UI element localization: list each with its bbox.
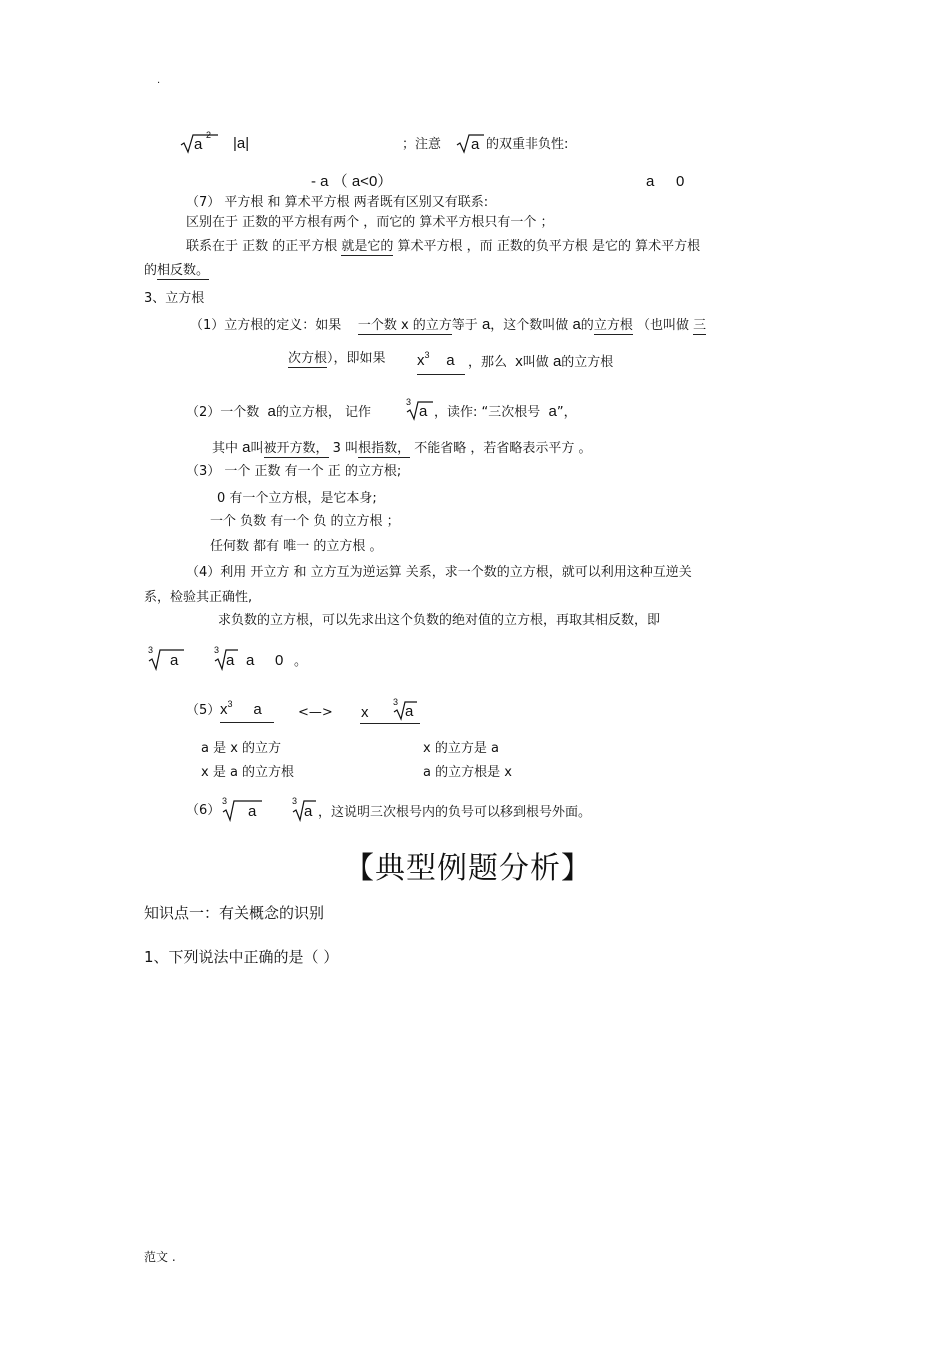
sqrt-a: a — [456, 133, 486, 155]
section-3-title: 3、立方根 — [144, 291, 205, 306]
cube5-row2-left: x 是 a 的立方根 — [201, 765, 295, 780]
cube-prop-any: 任何数 都有 唯一 的立方根 。 — [210, 539, 383, 554]
cube-prop-negative: 一个 负数 有一个 负 的立方根 ； — [210, 514, 400, 529]
cube-root-a-3: 3 a — [391, 698, 419, 722]
knowledge-point-1: 知识点一：有关概念的识别 — [144, 904, 325, 922]
cube-root-a-4: 3 a — [290, 797, 318, 823]
p7-diff: 区别在于 正数的平方根有两个 ，而它的 算术平方根只有一个 ； — [186, 215, 554, 230]
cube-notation-line2: 其中 a叫被开方数， 3 叫根指数， 不能省略 ，若省略表示平方 。 — [212, 439, 592, 456]
cube-notation-read: ，读作: “三次根号 a”， — [434, 403, 577, 420]
cube5-row2-right: a 的立方根是 x — [423, 765, 512, 780]
p7-link-2: 的相反数。 — [144, 263, 210, 278]
a-var: a — [246, 652, 255, 669]
cube6-label: （6） — [186, 803, 221, 818]
neg-a-case: - a （ a<0） — [311, 173, 393, 190]
footer-text: 范文 . — [144, 1250, 176, 1264]
header-dot: . — [157, 75, 161, 86]
section-title: 【典型例题分析】 — [344, 851, 592, 886]
cube-def-line2: 次方根），即如果 — [288, 351, 386, 366]
p7-link: 联系在于 正数 的正平方根 就是它的 算术平方根 ，而 正数的负平方根 是它的 算术平方根 — [186, 239, 701, 254]
question-1: 1、下列说法中正确的是（ ） — [144, 948, 339, 966]
cube-root-neg-a-2: 3 a — [220, 797, 264, 823]
cube-inverse-line3: 求负数的立方根，可以先求出这个负数的绝对值的立方根，再取其相反数，即 — [218, 613, 661, 628]
cube-def-line2-tail: ，那么 x叫做 a的立方根 — [468, 353, 614, 370]
note-label: ；注意 — [402, 137, 442, 152]
cube5-row1-left: a 是 x 的立方 — [201, 741, 282, 756]
equation-underline — [360, 723, 420, 724]
equivalence-arrow: <—> — [298, 705, 333, 720]
cube6-text: ，这说明三次根号内的负号可以移到根号外面。 — [318, 805, 592, 820]
cube-root-a: 3 a — [404, 398, 434, 422]
cube-power-eq: $x^3$ a — [220, 702, 274, 723]
sqrt-a-squared: a 2 — [180, 133, 220, 155]
abs-a: |a| — [233, 135, 250, 152]
cube-def-line1: （1）立方根的定义：如果 一个数 x 的立方等于 a，这个数叫做 a的立方根 （也叫做 三 — [190, 316, 707, 333]
x-var: x — [361, 704, 369, 721]
cube-inverse-line1: （4）利用 开立方 和 立方互为逆运算 关系，求一个数的立方根，就可以利用这种互逆关 — [186, 565, 692, 580]
cube-root-neg-a: 3 a — [146, 646, 186, 672]
p7-title: （7） 平方根 和 算术平方根 两者既有区别又有联系: — [186, 195, 489, 210]
zero-value: 0 — [275, 652, 284, 669]
a-var: a — [646, 173, 655, 190]
cube-root-a-2: 3 a — [212, 646, 240, 672]
cube-inverse-line2: 系，检验其正确性, — [144, 590, 253, 605]
cube-equation: $x^3$ a — [417, 353, 465, 375]
formula-end: 。 — [294, 654, 308, 669]
cube5-row1-right: x 的立方是 a — [423, 741, 499, 756]
cube-notation-line1: （2）一个数 a的立方根， 记作 — [186, 403, 372, 420]
zero-value: 0 — [676, 173, 685, 190]
cube5-label: （5） — [186, 703, 221, 718]
cube-prop-zero: 0 有一个立方根，是它本身; — [217, 491, 377, 506]
cube-prop-positive: （3） 一个 正数 有一个 正 的立方根; — [186, 464, 402, 479]
note-tail: 的双重非负性: — [486, 137, 569, 152]
